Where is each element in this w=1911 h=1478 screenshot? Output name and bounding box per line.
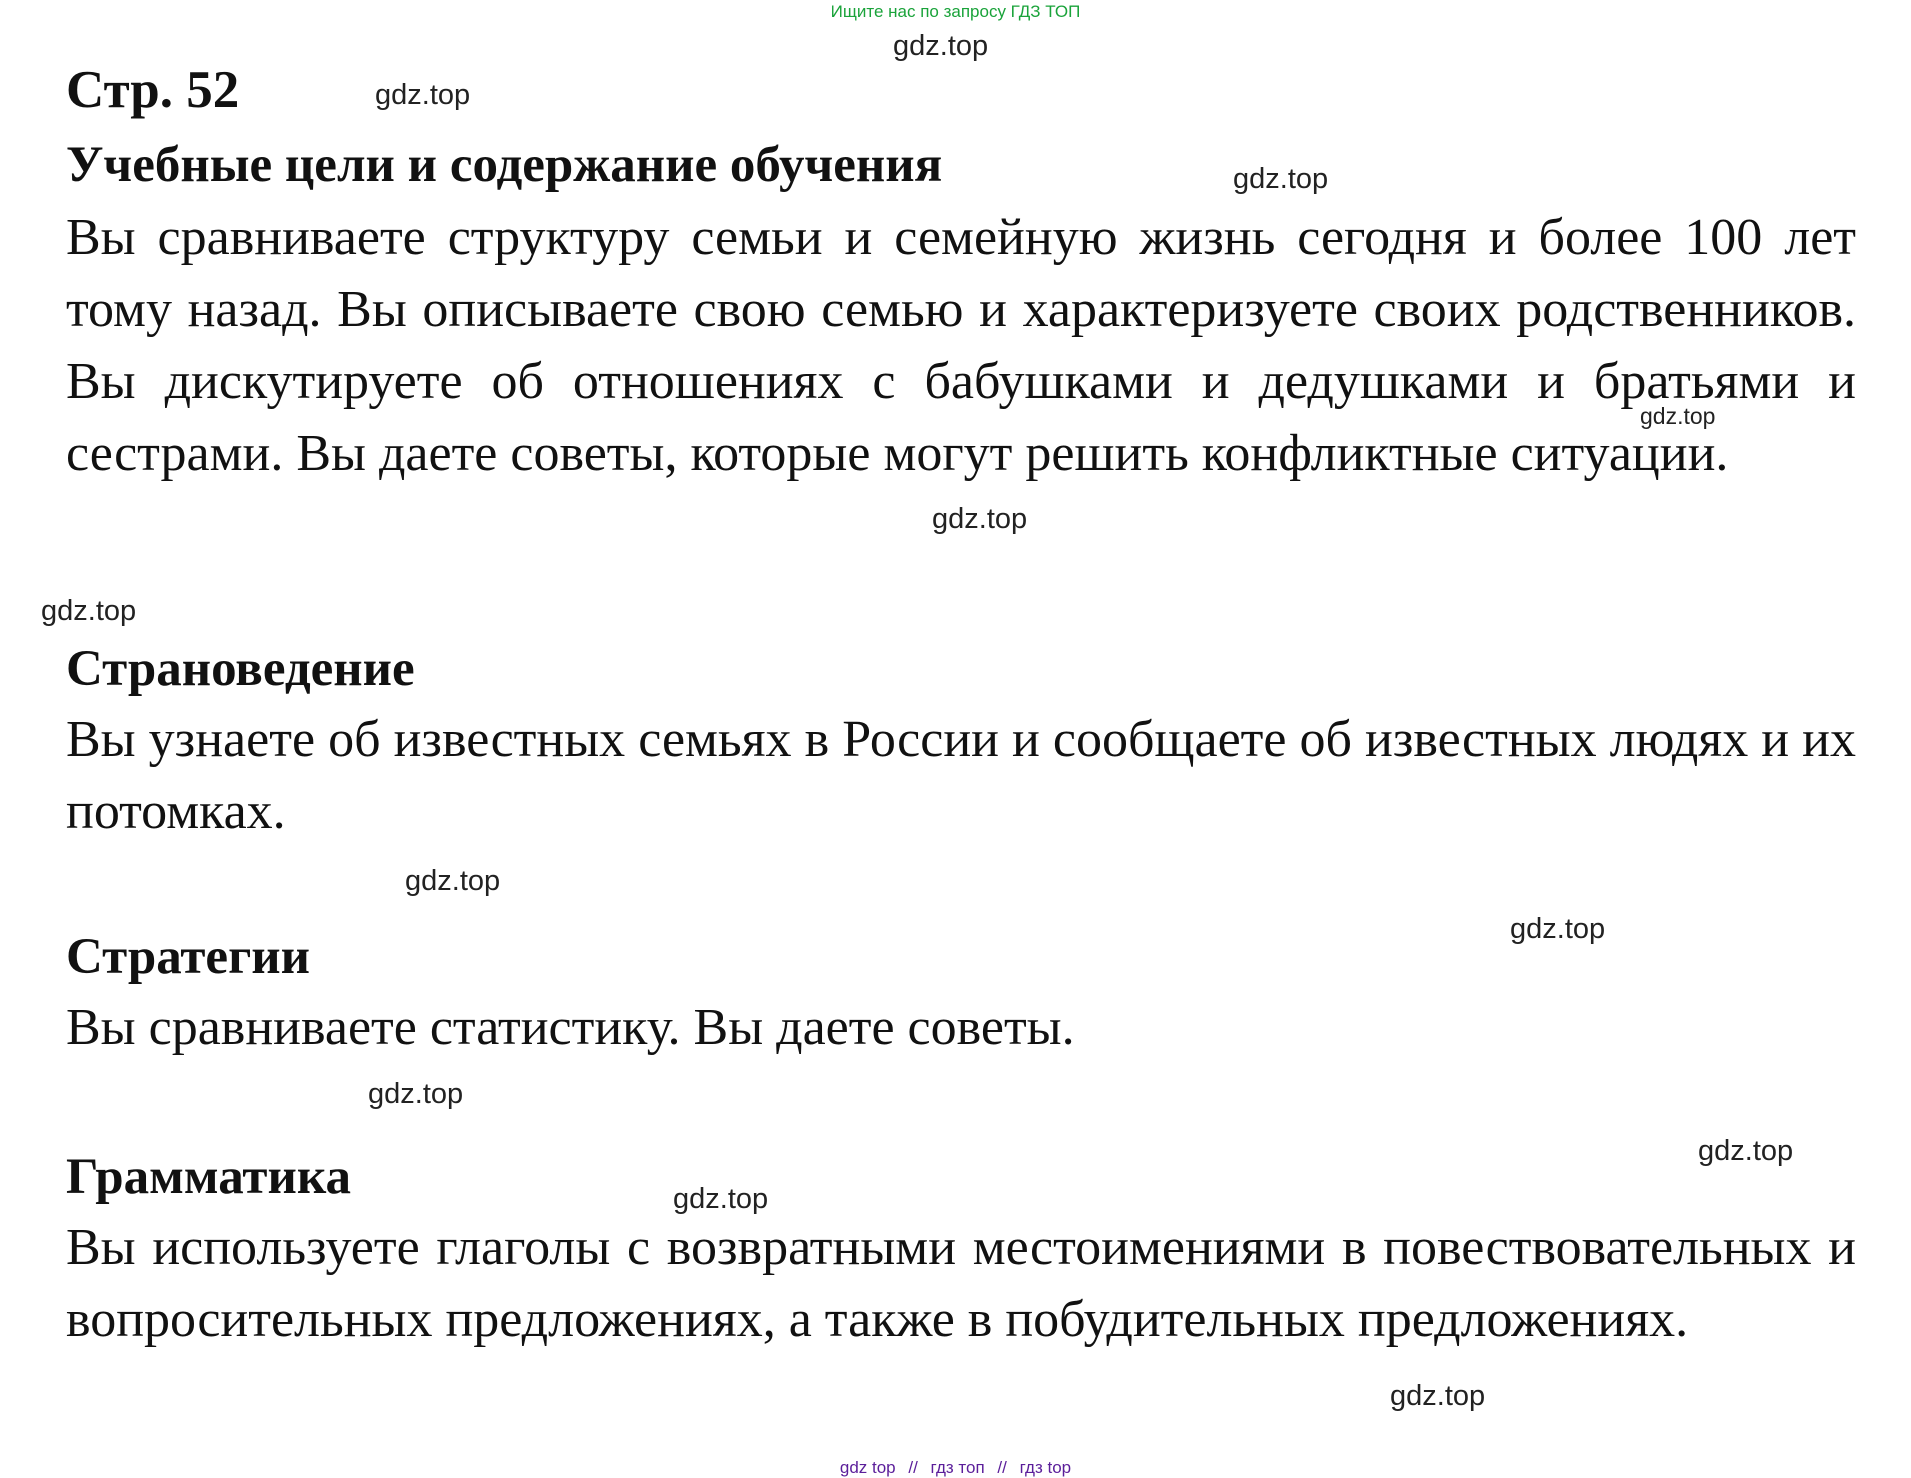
watermark: gdz.top: [673, 1183, 769, 1215]
watermark: gdz.top: [41, 595, 137, 627]
footer-separator: //: [997, 1458, 1007, 1477]
footer-link[interactable]: gdz top: [839, 1458, 896, 1477]
search-hint: Ищите нас по запросу ГДЗ ТОП: [830, 2, 1081, 21]
section-text-learning-goals: Вы сравниваете структуру семьи и семейную жизнь сегодня и более 100 лет тому назад. Вы описываете свою семью и характеризуете своих родственников. Вы дискутируете об отношениях с бабушками и дедушками и братьями и сестрами. Вы даете советы, которые могут решить конфликтные ситуации.: [66, 209, 1856, 482]
section-text-strategies: Вы сравниваете статистику. Вы даете советы.: [66, 999, 1075, 1056]
section-heading-learning-goals: Учебные цели и содержание обучения: [66, 137, 943, 193]
section-text-country-studies: Вы узнаете об известных семьях в России и сообщаете об известных людях и их потомках.: [66, 711, 1856, 840]
watermark: gdz.top: [375, 79, 471, 111]
watermark: gdz.top: [1640, 403, 1716, 429]
watermark: gdz.top: [405, 865, 501, 897]
section-heading-country-studies: Страноведение: [66, 641, 415, 697]
watermark: gdz.top: [1698, 1135, 1794, 1167]
page-number: Стр. 52: [66, 61, 240, 119]
section-heading-strategies: Стратегии: [66, 929, 310, 985]
footer-separator: //: [908, 1458, 918, 1477]
footer-links: [0, 1458, 1911, 1478]
section-heading-grammar: Грамматика: [66, 1149, 351, 1205]
footer-link[interactable]: гдз top: [1019, 1458, 1072, 1477]
watermark: gdz.top: [1510, 913, 1606, 945]
footer-link[interactable]: гдз топ: [930, 1458, 985, 1477]
section-text-grammar: Вы используете глаголы с возвратными местоимениями в повествовательных и вопросительных предложениях, а также в побудительных предложениях.: [66, 1219, 1856, 1348]
watermark: gdz.top: [893, 30, 989, 62]
watermark: gdz.top: [368, 1078, 464, 1110]
watermark: gdz.top: [932, 503, 1028, 535]
watermark: gdz.top: [1233, 163, 1329, 195]
watermark: gdz.top: [1390, 1380, 1486, 1412]
